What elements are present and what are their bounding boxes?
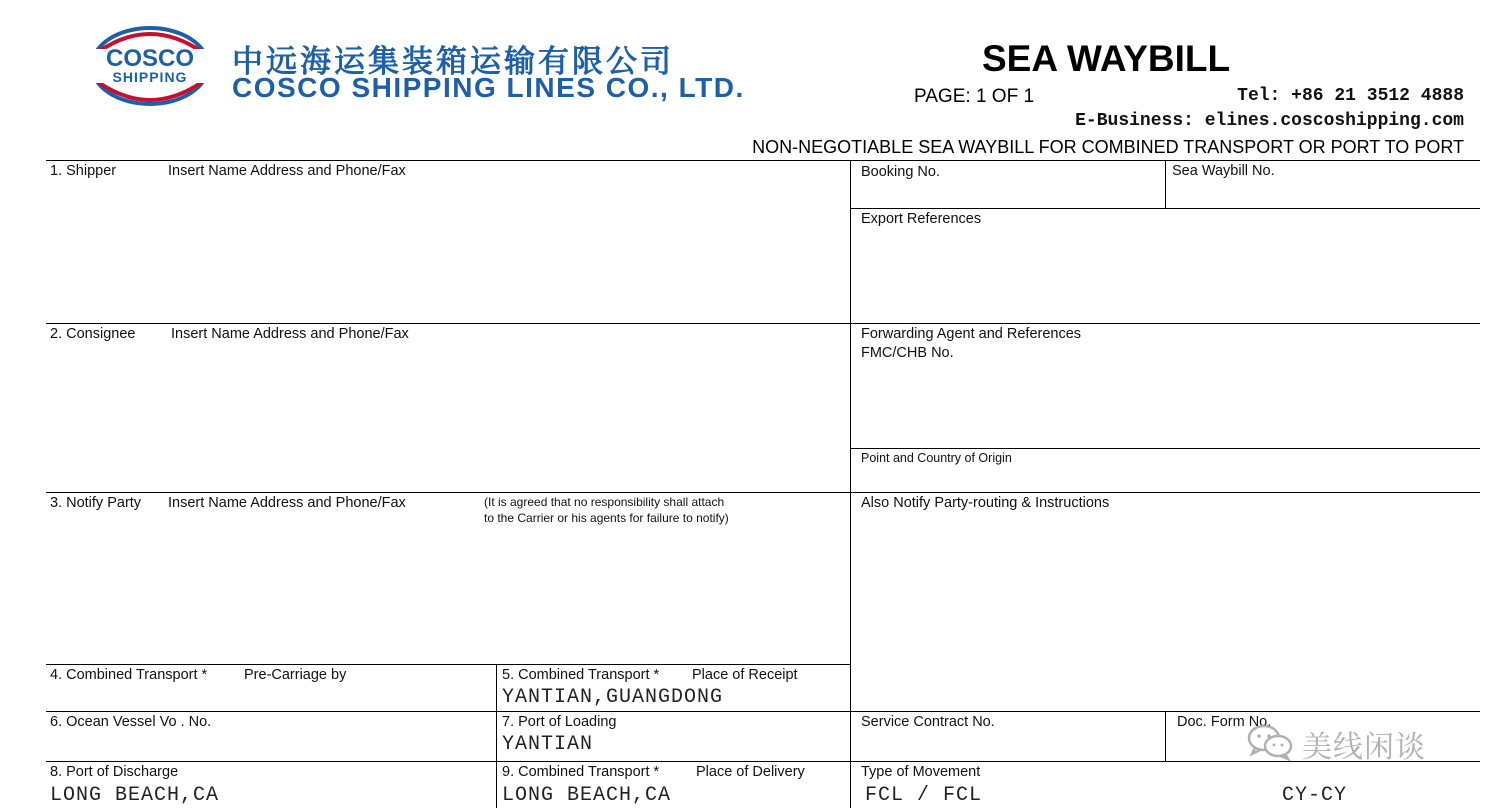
also-notify-field[interactable] [853, 515, 1478, 709]
notify-party-label: 3. Notify Party [50, 495, 142, 511]
column-divider [850, 160, 851, 808]
form-top-border [46, 160, 1480, 161]
watermark [1246, 722, 1426, 766]
doc-form-label: Doc. Form No. [1177, 714, 1272, 730]
place-of-delivery-sub: Place of Delivery [696, 764, 805, 780]
place-of-delivery-value[interactable]: LONG BEACH,CA [502, 784, 672, 807]
page-number: PAGE: 1 OF 1 [914, 86, 1035, 107]
document-title: SEA WAYBILL [982, 38, 1231, 79]
export-references-field[interactable] [853, 230, 1478, 320]
place-of-receipt-value[interactable]: YANTIAN,GUANGDONG [502, 686, 724, 709]
port-of-loading-value[interactable]: YANTIAN [502, 733, 594, 756]
logo-text-bottom: SHIPPING [112, 69, 188, 85]
port-of-discharge-label: 8. Port of Discharge [50, 764, 179, 780]
notify-party-field[interactable] [48, 530, 848, 662]
place-of-receipt-sub: Place of Receipt [692, 667, 798, 683]
pre-carriage-field[interactable] [48, 686, 494, 710]
shipper-field[interactable] [48, 182, 848, 320]
divider [46, 323, 1480, 324]
also-notify-label: Also Notify Party-routing & Instructions [861, 495, 1110, 511]
column-divider [1165, 711, 1166, 761]
fmc-chb-label: FMC/CHB No. [861, 345, 954, 361]
booking-no-label: Booking No. [861, 164, 940, 180]
column-divider [1165, 160, 1166, 208]
telephone: Tel: +86 21 3512 4888 [1237, 86, 1464, 106]
place-of-receipt-label: 5. Combined Transport * [502, 667, 660, 683]
logo-text-top: COSCO [105, 45, 195, 72]
divider [851, 208, 1480, 209]
export-references-label: Export References [861, 211, 982, 227]
point-of-origin-field[interactable] [853, 468, 1478, 490]
point-of-origin-label: Point and Country of Origin [861, 451, 1012, 465]
sea-waybill-no-label: Sea Waybill No. [1172, 163, 1275, 179]
type-of-movement-value[interactable]: FCL / FCL [865, 784, 983, 807]
notify-party-hint: Insert Name Address and Phone/Fax [168, 495, 406, 511]
ocean-vessel-field[interactable] [48, 734, 494, 760]
watermark-text: 美线闲谈 [1302, 730, 1426, 765]
consignee-label: 2. Consignee [50, 326, 136, 342]
service-contract-field[interactable] [853, 734, 1163, 760]
notify-disclaimer-line1: (It is agreed that no responsibility shall attach [484, 495, 725, 509]
cosco-shipping-logo [84, 22, 216, 114]
pre-carriage-sub: Pre-Carriage by [244, 667, 347, 683]
ocean-vessel-label: 6. Ocean Vessel Vo . No. [50, 714, 212, 730]
consignee-hint: Insert Name Address and Phone/Fax [171, 326, 409, 342]
divider [851, 448, 1480, 449]
port-of-loading-label: 7. Port of Loading [502, 714, 617, 730]
notify-disclaimer-line2: to the Carrier or his agents for failure to notify) [484, 511, 729, 525]
e-business-site: E-Business: elines.coscoshipping.com [1075, 111, 1464, 131]
type-of-movement-label: Type of Movement [861, 764, 981, 780]
service-contract-label: Service Contract No. [861, 714, 995, 730]
service-type-value[interactable]: CY-CY [1282, 784, 1348, 807]
shipper-hint: Insert Name Address and Phone/Fax [168, 163, 406, 179]
shipper-label: 1. Shipper [50, 163, 117, 179]
wechat-icon [1246, 723, 1294, 766]
column-divider [496, 664, 497, 808]
non-negotiable-note: NON-NEGOTIABLE SEA WAYBILL FOR COMBINED TRANSPORT OR PORT TO PORT [752, 137, 1464, 157]
sea-waybill-no-field[interactable] [1168, 183, 1478, 207]
place-of-delivery-label: 9. Combined Transport * [502, 764, 660, 780]
company-name-en: COSCO SHIPPING LINES CO., LTD. [232, 72, 745, 103]
company-name-cn: 中远海运集装箱运输有限公司 [232, 44, 674, 80]
consignee-field[interactable] [48, 345, 848, 489]
divider [46, 492, 1480, 493]
forwarding-agent-field[interactable] [853, 364, 1478, 446]
port-of-discharge-value[interactable]: LONG BEACH,CA [50, 784, 220, 807]
pre-carriage-label: 4. Combined Transport * [50, 667, 208, 683]
forwarding-agent-label: Forwarding Agent and References [861, 326, 1082, 342]
divider [46, 664, 851, 665]
divider [46, 711, 1480, 712]
booking-no-field[interactable] [853, 183, 1163, 207]
